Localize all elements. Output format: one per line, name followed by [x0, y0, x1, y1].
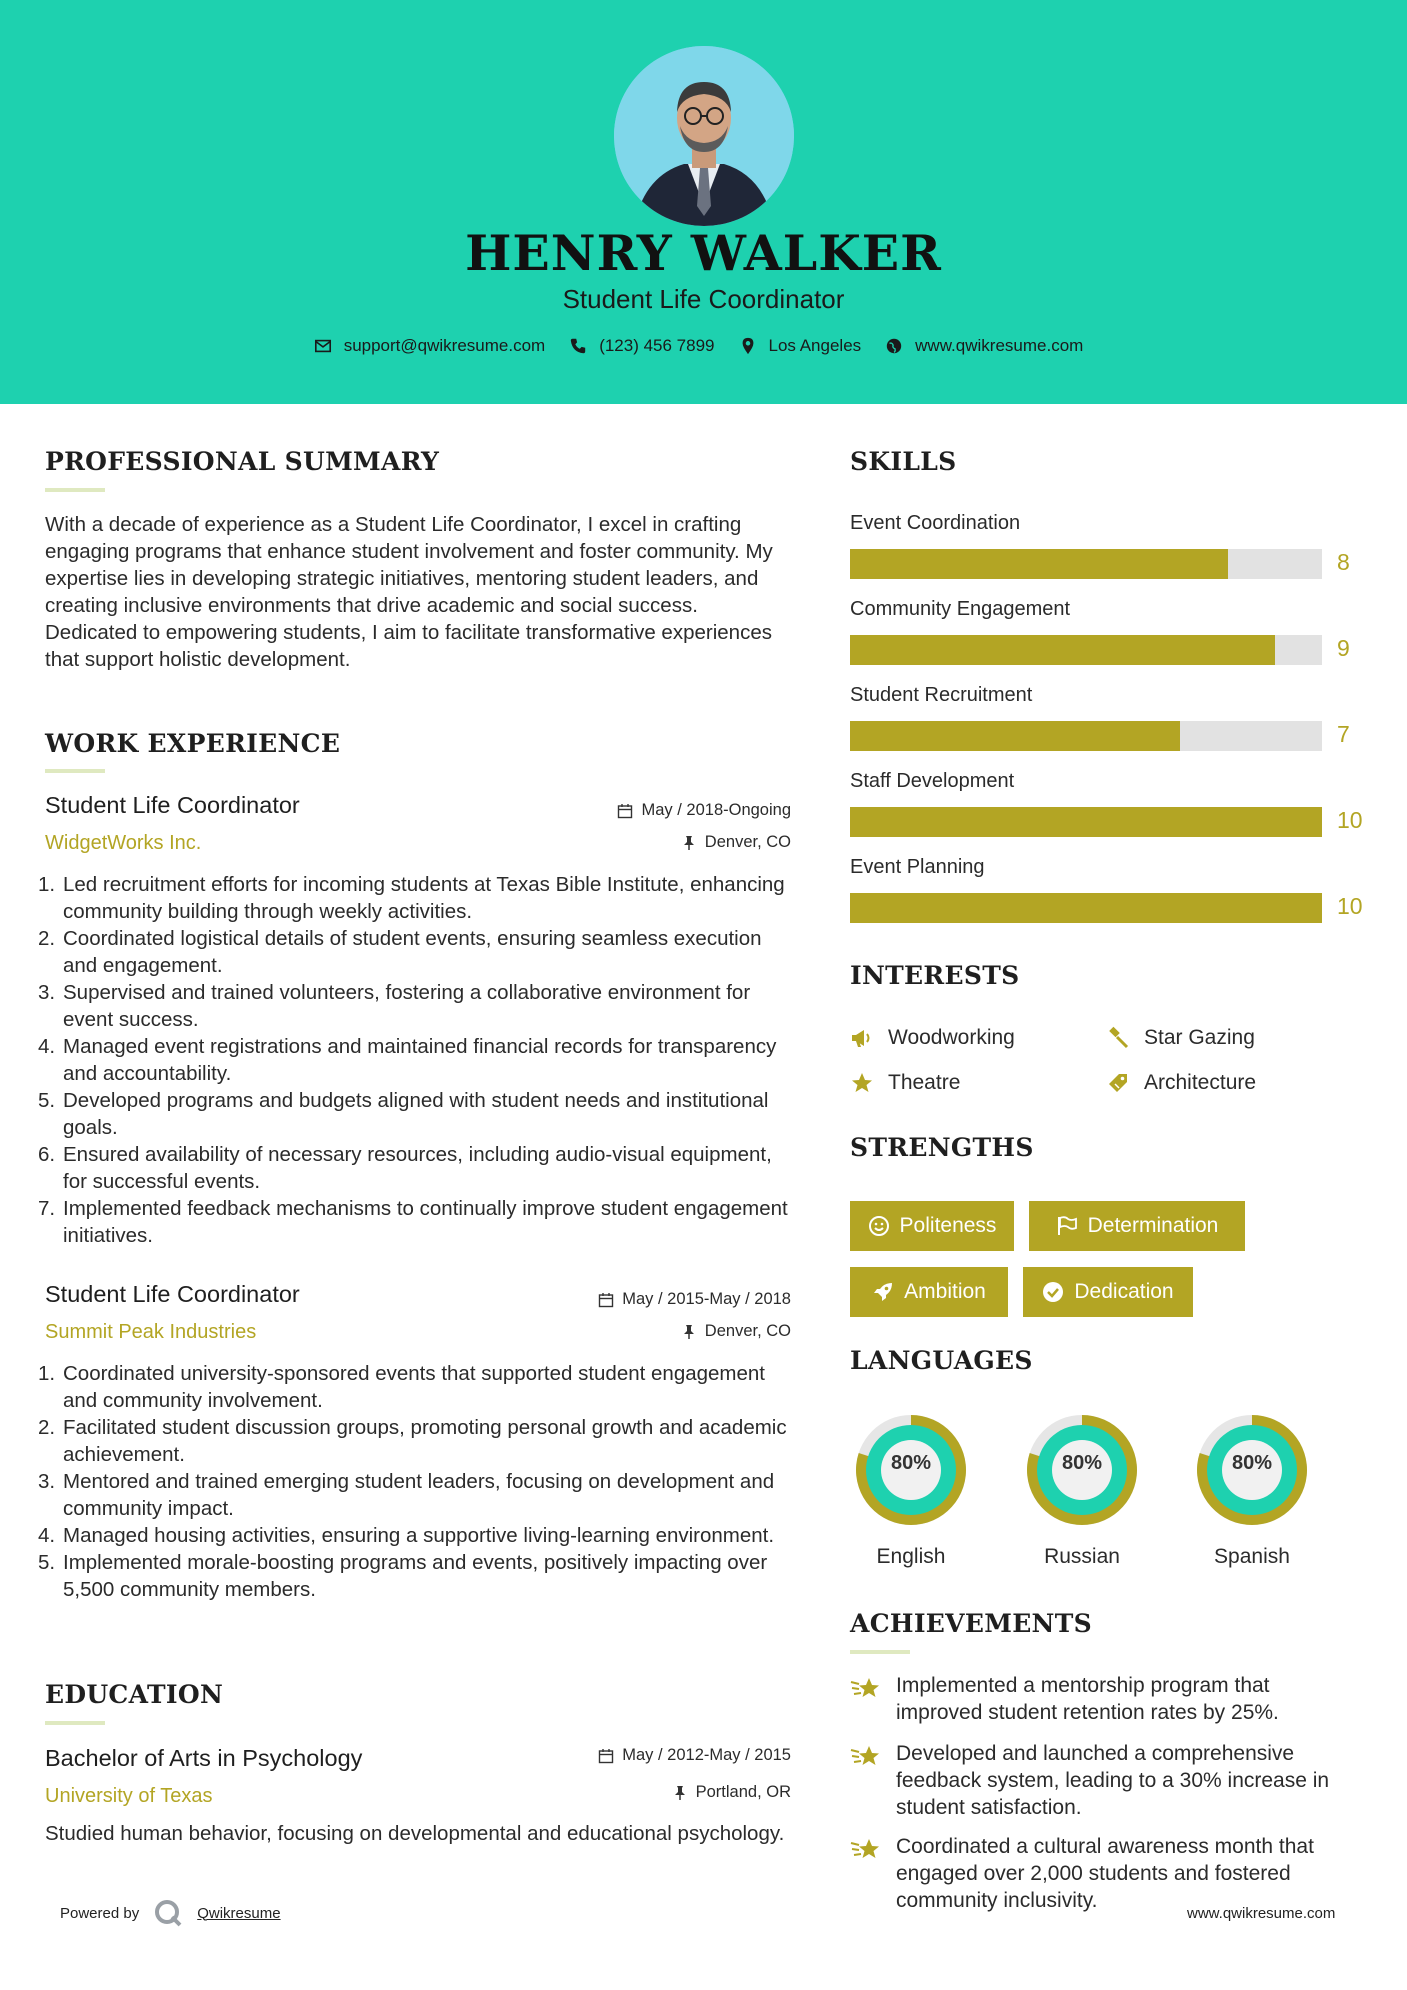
education-heading: EDUCATION [45, 1680, 224, 1709]
education-date [480, 1746, 791, 1765]
rocket-icon [872, 1281, 894, 1303]
resume-header [0, 0, 1407, 404]
skill-bar-track [850, 635, 1322, 665]
skills-heading: SKILLS [850, 447, 957, 476]
contact-location [739, 336, 862, 356]
degree-title: Bachelor of Arts in Psychology [45, 1745, 363, 1771]
duty-item [38, 1033, 790, 1087]
skill-bar-fill [850, 549, 1228, 579]
calendar-icon [617, 803, 633, 819]
flag-icon [1056, 1215, 1078, 1237]
language-percent: 80% [1231, 1452, 1273, 1474]
interests-heading: INTERESTS [850, 961, 1020, 990]
education-location [480, 1783, 791, 1802]
duty-text: Ensured availability of necessary resources, including audio-visual equipment, for successful events. [63, 1143, 772, 1193]
strength-label: Determination [1087, 1214, 1219, 1237]
strength-badge [1029, 1201, 1245, 1251]
candidate-title: Student Life Coordinator [562, 284, 845, 314]
duty-text: Developed programs and budgets aligned with student needs and institutional goals. [63, 1089, 769, 1139]
phone-icon [569, 337, 587, 355]
achievements-heading: ACHIEVEMENTS [850, 1609, 1092, 1638]
skill-bar-track [850, 893, 1322, 923]
shooting-star-icon [850, 1674, 882, 1702]
duty-text: Facilitated student discussion groups, promoting personal growth and academic achievement. [63, 1416, 787, 1466]
skill-label: Staff Development [850, 770, 1015, 792]
job-location [480, 833, 791, 852]
job-date [480, 1290, 791, 1309]
star-icon [850, 1071, 874, 1095]
duty-number: 3. [38, 981, 56, 1004]
achievement-text: Developed and launched a comprehensive feedback system, leading to a 30% increase in student satisfaction. [896, 1742, 1330, 1819]
interest-item [850, 1071, 960, 1095]
duty-number: 3. [38, 1470, 56, 1493]
languages-heading: LANGUAGES [850, 1346, 1033, 1375]
skill-bar-fill [850, 635, 1275, 665]
skill-bar-track [850, 549, 1322, 579]
job-location [480, 1322, 791, 1341]
duty-item [38, 1141, 790, 1195]
website-text: www.qwikresume.com [915, 336, 1084, 355]
pushpin-icon [672, 1785, 688, 1801]
duty-number: 1. [38, 873, 56, 896]
strength-badge [1023, 1267, 1193, 1317]
language-percent: 80% [1061, 1452, 1103, 1474]
strength-label: Politeness [899, 1214, 997, 1237]
duty-number: 1. [38, 1362, 56, 1385]
duty-list [38, 871, 790, 1249]
summary-heading: PROFESSIONAL SUMMARY [45, 447, 440, 476]
strength-badge [850, 1267, 1008, 1317]
qwikresume-link[interactable]: Qwikresume [197, 1904, 281, 1922]
strength-badge [850, 1201, 1014, 1251]
skill-bar-fill [850, 721, 1180, 751]
pushpin-icon [681, 1324, 697, 1340]
envelope-icon [314, 337, 332, 355]
interest-label: Star Gazing [1144, 1026, 1255, 1049]
duty-item [38, 871, 790, 925]
duty-number: 5. [38, 1089, 56, 1112]
gavel-icon [1106, 1026, 1130, 1050]
phone-text: (123) 456 7899 [599, 336, 715, 355]
skill-bar-fill [850, 807, 1322, 837]
skill-score: 9 [1337, 635, 1350, 661]
experience-underline [45, 769, 105, 773]
job-location-text: Denver, CO [704, 833, 791, 851]
job-date [480, 801, 791, 820]
duty-item [38, 1414, 790, 1468]
map-pin-icon [739, 337, 757, 355]
duty-number: 2. [38, 1416, 56, 1439]
job-date-text: May / 2015-May / 2018 [622, 1290, 791, 1308]
education-location-text: Portland, OR [695, 1783, 791, 1801]
globe-icon [885, 337, 903, 355]
skill-score: 10 [1337, 807, 1363, 833]
skill-label: Event Coordination [850, 512, 1021, 534]
language-item [1021, 1409, 1143, 1569]
duty-number: 7. [38, 1197, 56, 1220]
duty-text: Implemented feedback mechanisms to continually improve student engagement initiatives. [63, 1197, 788, 1247]
tag-icon [1106, 1071, 1130, 1095]
job-location-text: Denver, CO [704, 1322, 791, 1340]
duty-number: 2. [38, 927, 56, 950]
skill-bar-fill [850, 893, 1322, 923]
interest-item [1106, 1071, 1256, 1095]
duty-text: Mentored and trained emerging student leaders, focusing on development and community impact. [63, 1470, 775, 1520]
duty-number: 4. [38, 1035, 56, 1058]
achievements-underline [850, 1650, 910, 1654]
language-percent: 80% [890, 1452, 932, 1474]
duty-text: Led recruitment efforts for incoming students at Texas Bible Institute, enhancing community building through weekly activities. [63, 873, 785, 923]
contact-email[interactable] [314, 336, 546, 356]
powered-by [60, 1898, 281, 1928]
contact-website[interactable] [885, 336, 1083, 356]
achievement-text: Coordinated a cultural awareness month that engaged over 2,000 students and fostered community inclusivity. [896, 1835, 1314, 1912]
duty-item [38, 1468, 790, 1522]
duty-text: Coordinated logistical details of student events, ensuring seamless execution and engagement. [63, 927, 762, 977]
skill-label: Student Recruitment [850, 684, 1033, 706]
contact-bar [0, 336, 1407, 356]
location-text: Los Angeles [768, 336, 862, 355]
job-title: Student Life Coordinator [45, 792, 300, 818]
school-name: University of Texas [45, 1785, 213, 1807]
duty-item [38, 1549, 790, 1603]
duty-text: Coordinated university-sponsored events that supported student engagement and community involvement. [63, 1362, 766, 1412]
check-circle-icon [1042, 1281, 1064, 1303]
interest-label: Architecture [1144, 1071, 1257, 1094]
education-date-text: May / 2012-May / 2015 [622, 1746, 791, 1764]
language-item [850, 1409, 972, 1569]
job-date-text: May / 2018-Ongoing [641, 801, 791, 819]
skill-bar-track [850, 807, 1322, 837]
profile-photo [614, 46, 794, 226]
summary-text: With a decade of experience as a Student Life Coordinator, I excel in crafting engaging programs that enhance student involvement and foster community. My expertise lies in developing strategic initiatives, mentoring student leaders, and creating inclusive environments that drive academic and social success. Dedicated to empowering students, I aim to facilitate transformative experiences that support holistic development. [45, 513, 773, 671]
calendar-icon [598, 1748, 614, 1764]
language-item [1191, 1409, 1313, 1569]
skill-label: Event Planning [850, 856, 985, 878]
skill-label: Community Engagement [850, 598, 1071, 620]
company-name: WidgetWorks Inc. [45, 832, 202, 854]
duty-text: Managed event registrations and maintained financial records for transparency and accountability. [63, 1035, 777, 1085]
calendar-icon [598, 1292, 614, 1308]
language-name: Spanish [1214, 1545, 1290, 1568]
duty-item [38, 1195, 790, 1249]
job-title: Student Life Coordinator [45, 1281, 300, 1307]
powered-by-text: Powered by [60, 1904, 140, 1922]
strength-label: Dedication [1074, 1280, 1174, 1303]
duty-number: 6. [38, 1143, 56, 1166]
duty-text: Implemented morale-boosting programs and events, positively impacting over 5,500 community members. [63, 1551, 768, 1601]
skill-score: 8 [1337, 549, 1350, 575]
duty-number: 4. [38, 1524, 56, 1547]
summary-underline [45, 488, 105, 492]
duty-text: Managed housing activities, ensuring a supportive living-learning environment. [63, 1524, 775, 1547]
skill-score: 7 [1337, 721, 1350, 747]
email-text: support@qwikresume.com [343, 336, 546, 355]
duty-item [38, 979, 790, 1033]
duty-item [38, 925, 790, 979]
interest-item [1106, 1026, 1255, 1050]
duty-text: Supervised and trained volunteers, fostering a collaborative environment for event success. [63, 981, 751, 1031]
skill-score: 10 [1337, 893, 1363, 919]
shooting-star-icon [850, 1742, 882, 1770]
skill-bar-track [850, 721, 1322, 751]
candidate-name: HENRY WALKER [465, 224, 942, 282]
company-name: Summit Peak Industries [45, 1321, 257, 1343]
pushpin-icon [681, 835, 697, 851]
interest-label: Theatre [888, 1071, 961, 1094]
language-name: English [876, 1545, 946, 1568]
contact-phone[interactable] [569, 336, 714, 356]
experience-heading: WORK EXPERIENCE [45, 729, 341, 758]
duty-item [38, 1360, 790, 1414]
strength-label: Ambition [904, 1280, 986, 1303]
shooting-star-icon [850, 1835, 882, 1863]
language-name: Russian [1044, 1545, 1120, 1568]
achievement-text: Implemented a mentorship program that improved student retention rates by 25%. [896, 1674, 1279, 1724]
megaphone-icon [850, 1026, 874, 1050]
interest-label: Woodworking [888, 1026, 1015, 1049]
strengths-heading: STRENGTHS [850, 1133, 1034, 1162]
interest-item [850, 1026, 1015, 1050]
education-description: Studied human behavior, focusing on developmental and educational psychology. [45, 1822, 785, 1845]
education-underline [45, 1721, 105, 1725]
duty-list [38, 1360, 790, 1603]
qwikresume-logo-icon [153, 1898, 183, 1928]
smile-icon [868, 1215, 890, 1237]
duty-item [38, 1522, 790, 1549]
duty-item [38, 1087, 790, 1141]
duty-number: 5. [38, 1551, 56, 1574]
footer-website[interactable]: www.qwikresume.com [1187, 1905, 1336, 1922]
